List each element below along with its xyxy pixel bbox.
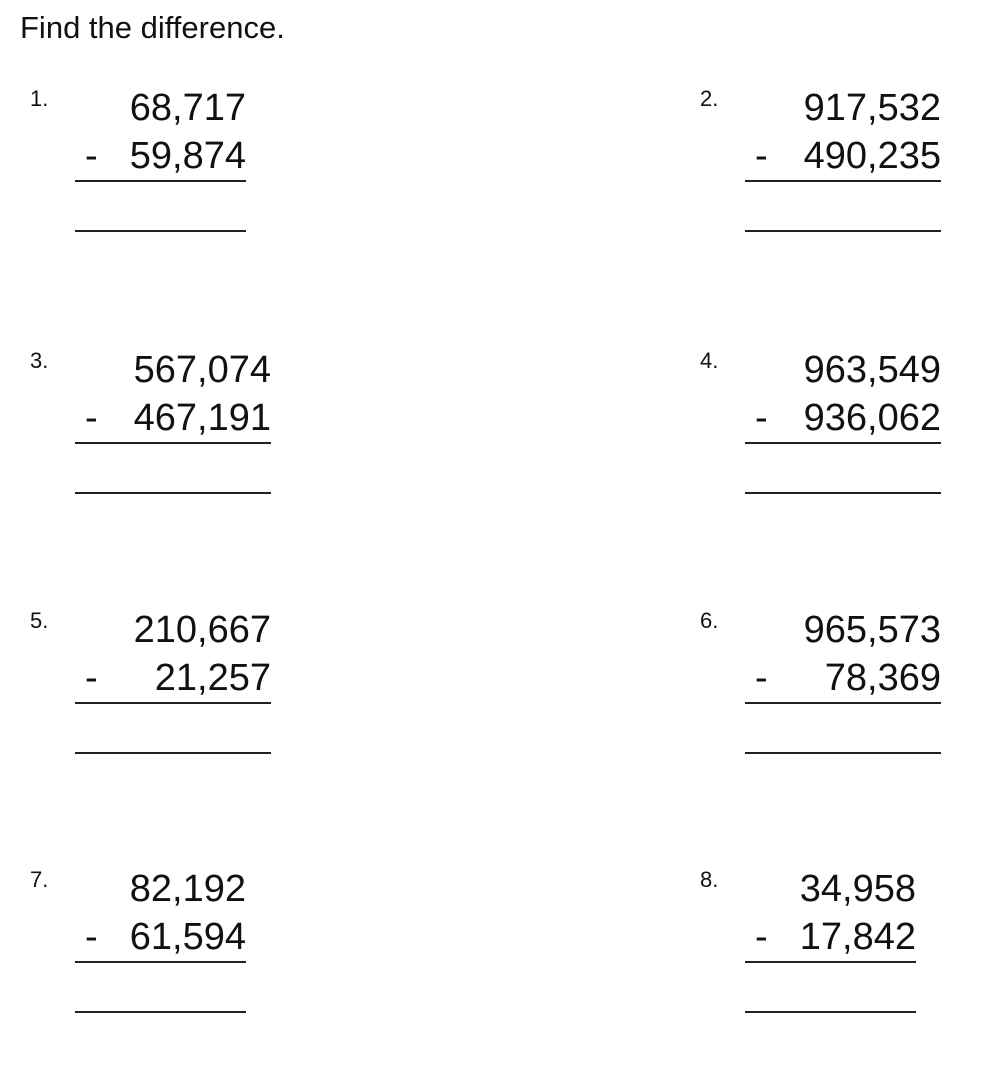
sum-line: [75, 442, 271, 444]
problem-5: [30, 608, 271, 758]
problem-3: [30, 348, 271, 498]
minus-sign: -: [85, 135, 98, 177]
subtrahend: 490,235: [803, 135, 941, 177]
sum-line: [75, 702, 271, 704]
minus-sign: -: [755, 916, 768, 958]
problem-8: [700, 867, 916, 1017]
answer-blank[interactable]: [75, 492, 271, 494]
minus-sign: -: [85, 397, 98, 439]
problem-4: [700, 348, 941, 498]
minus-sign: -: [85, 657, 98, 699]
minus-sign: -: [755, 657, 768, 699]
minuend: 68,717: [129, 87, 246, 129]
answer-blank[interactable]: [75, 752, 271, 754]
subtrahend: 17,842: [799, 916, 916, 958]
problem-2: [700, 86, 941, 236]
minuend: 917,532: [803, 87, 941, 129]
minus-sign: -: [85, 916, 98, 958]
minus-sign: -: [755, 397, 768, 439]
answer-blank[interactable]: [75, 230, 246, 232]
problem-7: [30, 867, 246, 1017]
sum-line: [75, 180, 246, 182]
sum-line: [745, 961, 916, 963]
subtrahend: 21,257: [154, 657, 271, 699]
minus-sign: -: [755, 135, 768, 177]
answer-blank[interactable]: [745, 752, 941, 754]
minuend: 34,958: [799, 868, 916, 910]
worksheet-instruction: Find the difference.: [20, 10, 285, 45]
problem-number: 8.: [700, 867, 719, 892]
problem-number: 6.: [700, 608, 719, 633]
problem-1: [30, 86, 246, 236]
minuend: 963,549: [803, 349, 941, 391]
problem-number: 3.: [30, 348, 49, 373]
answer-blank[interactable]: [745, 1011, 916, 1013]
problem-number: 5.: [30, 608, 49, 633]
sum-line: [745, 702, 941, 704]
problem-number: 1.: [30, 86, 49, 111]
answer-blank[interactable]: [745, 230, 941, 232]
problem-number: 2.: [700, 86, 719, 111]
subtrahend: 61,594: [129, 916, 246, 958]
minuend: 567,074: [133, 349, 271, 391]
problem-6: [700, 608, 941, 758]
minuend: 965,573: [803, 609, 941, 651]
sum-line: [745, 442, 941, 444]
answer-blank[interactable]: [75, 1011, 246, 1013]
subtrahend: 59,874: [129, 135, 246, 177]
sum-line: [75, 961, 246, 963]
subtrahend: 936,062: [803, 397, 941, 439]
subtrahend: 78,369: [824, 657, 941, 699]
minuend: 210,667: [133, 609, 271, 651]
subtrahend: 467,191: [133, 397, 271, 439]
answer-blank[interactable]: [745, 492, 941, 494]
problem-number: 7.: [30, 867, 49, 892]
sum-line: [745, 180, 941, 182]
problem-number: 4.: [700, 348, 719, 373]
minuend: 82,192: [129, 868, 246, 910]
